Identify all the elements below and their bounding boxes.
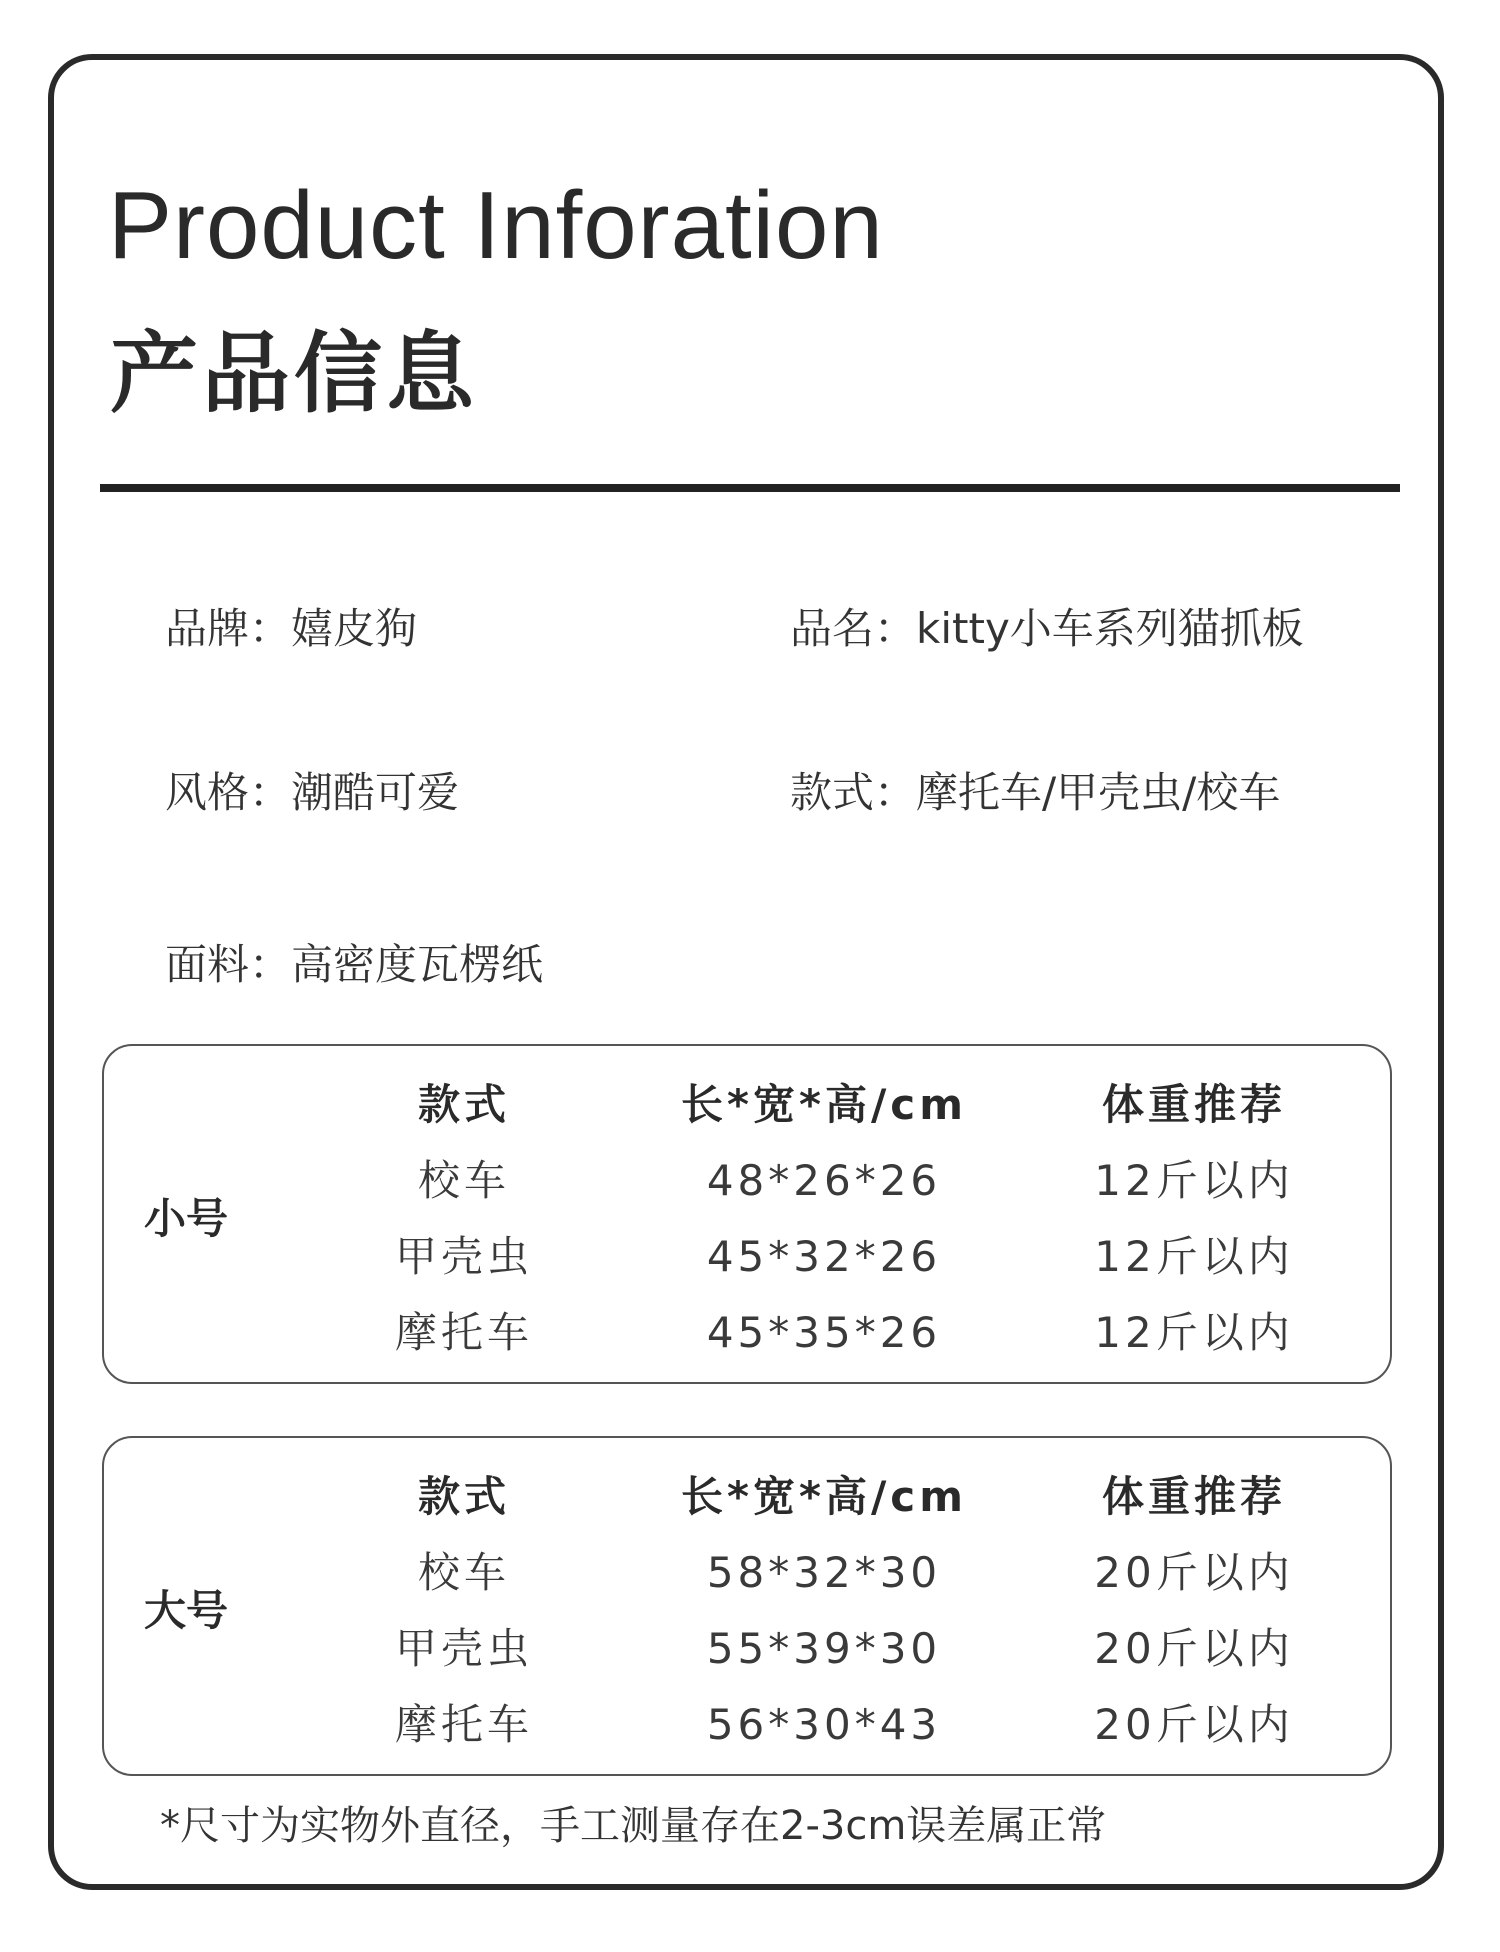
title-chinese: 产品信息 <box>110 322 479 425</box>
table-cell: 校车 <box>417 1156 510 1205</box>
info-material-label: 面料： <box>165 940 292 989</box>
info-name <box>790 604 1304 653</box>
table-cell: 58*32*30 <box>706 1548 942 1597</box>
spec-box-small <box>102 1044 1392 1384</box>
table-cell: 56*30*43 <box>706 1700 942 1749</box>
table-cell: 12斤以内 <box>1094 1156 1294 1205</box>
table-cell: 甲壳虫 <box>394 1624 533 1673</box>
header-model: 款式 <box>417 1472 510 1521</box>
header-dimensions: 长*宽*高/cm <box>681 1080 967 1129</box>
info-brand-label: 品牌： <box>165 604 292 653</box>
info-material-value: 高密度瓦楞纸 <box>291 940 544 989</box>
table-cell: 45*32*26 <box>706 1232 942 1281</box>
table-cell: 45*35*26 <box>706 1308 942 1357</box>
header-weight: 体重推荐 <box>1101 1080 1286 1129</box>
info-model <box>790 768 1281 817</box>
info-model-value: 摩托车/甲壳虫/校车 <box>916 768 1281 817</box>
info-style-label: 风格： <box>165 768 292 817</box>
table-cell: 20斤以内 <box>1094 1624 1294 1673</box>
measurement-note: *尺寸为实物外直径，手工测量存在2-3cm误差属正常 <box>160 1803 1107 1849</box>
table-cell: 校车 <box>417 1548 510 1597</box>
info-brand-value: 嬉皮狗 <box>291 604 418 653</box>
size-label-large: 大号 <box>144 1586 229 1635</box>
table-cell: 55*39*30 <box>706 1624 942 1673</box>
table-cell: 12斤以内 <box>1094 1308 1294 1357</box>
header-model: 款式 <box>417 1080 510 1129</box>
info-style-value: 潮酷可爱 <box>291 768 460 817</box>
table-cell: 48*26*26 <box>706 1156 942 1205</box>
info-style <box>165 768 460 817</box>
table-cell: 20斤以内 <box>1094 1700 1294 1749</box>
table-cell: 摩托车 <box>394 1700 533 1749</box>
size-label-small: 小号 <box>144 1194 229 1243</box>
table-cell: 摩托车 <box>394 1308 533 1357</box>
info-name-value: kitty小车系列猫抓板 <box>916 604 1304 653</box>
title-english: Product Inforation <box>108 172 884 279</box>
info-name-label: 品名： <box>790 604 917 653</box>
header-weight: 体重推荐 <box>1101 1472 1286 1521</box>
table-cell: 甲壳虫 <box>394 1232 533 1281</box>
table-cell: 20斤以内 <box>1094 1548 1294 1597</box>
spec-box-large <box>102 1436 1392 1776</box>
info-brand <box>165 604 418 653</box>
table-cell: 12斤以内 <box>1094 1232 1294 1281</box>
header-dimensions: 长*宽*高/cm <box>681 1472 967 1521</box>
info-model-label: 款式： <box>790 768 917 817</box>
info-material <box>165 940 544 989</box>
title-divider <box>100 484 1400 492</box>
